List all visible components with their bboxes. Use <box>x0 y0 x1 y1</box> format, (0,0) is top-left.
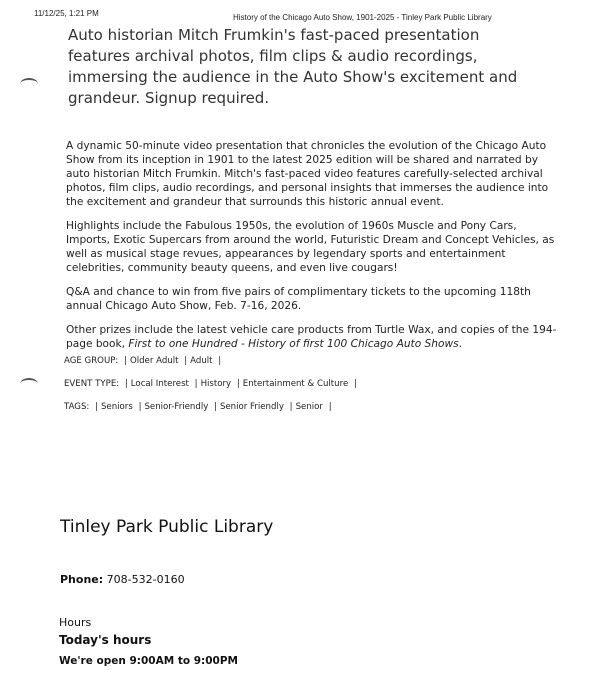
description-text: Other prizes include the latest vehicle care products from Turtle Wax, and copies of the 194-page book, <box>66 324 557 350</box>
description-paragraph: Highlights include the Fabulous 1950s, the evolution of 1960s Muscle and Pony Cars, Imports, Exotic Supercars from around the world, Futuristic Dream and Concept Vehicles, as well as musical stage revues, appearances by legendary sports and entertainment celebrities, community beauty queens, and even live cougars! <box>66 220 555 274</box>
description-paragraph: Q&A and chance to win from five pairs of complimentary tickets to the upcoming 118th annual Chicago Auto Show, Feb. 7-16, 2026. <box>66 286 531 312</box>
event-type-link[interactable]: Local Interest <box>130 379 189 389</box>
library-name: Tinley Park Public Library <box>60 517 274 537</box>
event-content <box>62 20 562 425</box>
phone-label: Phone: <box>60 573 104 586</box>
age-group-label: AGE GROUP: <box>64 356 119 366</box>
print-timestamp: 11/12/25, 1:21 PM <box>34 9 99 18</box>
book-title: First to one Hundred - History of first 100 Chicago Auto Shows <box>128 338 459 350</box>
tags-row: TAGS: | Seniors | Senior-Friendly | Senior Friendly | Senior | <box>64 402 332 412</box>
tag-link[interactable]: Senior-Friendly <box>144 402 209 412</box>
age-group-row: AGE GROUP: | Older Adult | Adult | <box>64 356 222 366</box>
event-description <box>62 139 560 351</box>
library-phone <box>60 573 185 586</box>
age-group-link[interactable]: Adult <box>190 356 213 366</box>
tag-link[interactable]: Seniors <box>100 402 133 412</box>
age-group-link[interactable]: Older Adult <box>129 356 179 366</box>
event-summary: Auto historian Mitch Frumkin's fast-paced presentation features archival photos, film clips & audio recordings, immersing the audience in the Auto Show's excitement and grandeur. Signup required. <box>68 26 518 107</box>
tag-link[interactable]: Senior <box>295 402 323 412</box>
description-paragraph: A dynamic 50-minute video presentation that chronicles the evolution of the Chicago Auto Show from its inception in 1901 to the latest 2025 edition will be shared and narrated by auto historian Mitch Frumkin. Mitch's fast-paced video features carefully-selected archival photos, film clips, audio recordings, and personal insights that immerses the audience into the excitement and grandeur that surrounds this historic annual event. <box>66 140 549 208</box>
hours-label: Hours <box>59 616 92 629</box>
event-type-label: EVENT TYPE: <box>64 379 120 389</box>
tags-label: TAGS: <box>64 402 90 412</box>
event-type-link[interactable]: History <box>200 379 232 389</box>
event-type-row: EVENT TYPE: | Local Interest | History | Entertainment & Culture | <box>64 379 357 389</box>
punch-hole-mark <box>20 378 38 390</box>
todays-hours-heading: Today's hours <box>59 633 152 647</box>
print-page-title: History of the Chicago Auto Show, 1901-2025 - Tinley Park Public Library <box>233 13 492 22</box>
punch-hole-mark <box>20 78 38 90</box>
phone-number[interactable]: 708-532-0160 <box>106 573 185 586</box>
description-paragraph <box>66 323 560 351</box>
tag-link[interactable]: Senior Friendly <box>219 402 284 412</box>
description-text: . <box>458 338 463 350</box>
event-type-link[interactable]: Entertainment & Culture <box>242 379 349 389</box>
open-hours-text: We're open 9:00AM to 9:00PM <box>59 655 238 667</box>
